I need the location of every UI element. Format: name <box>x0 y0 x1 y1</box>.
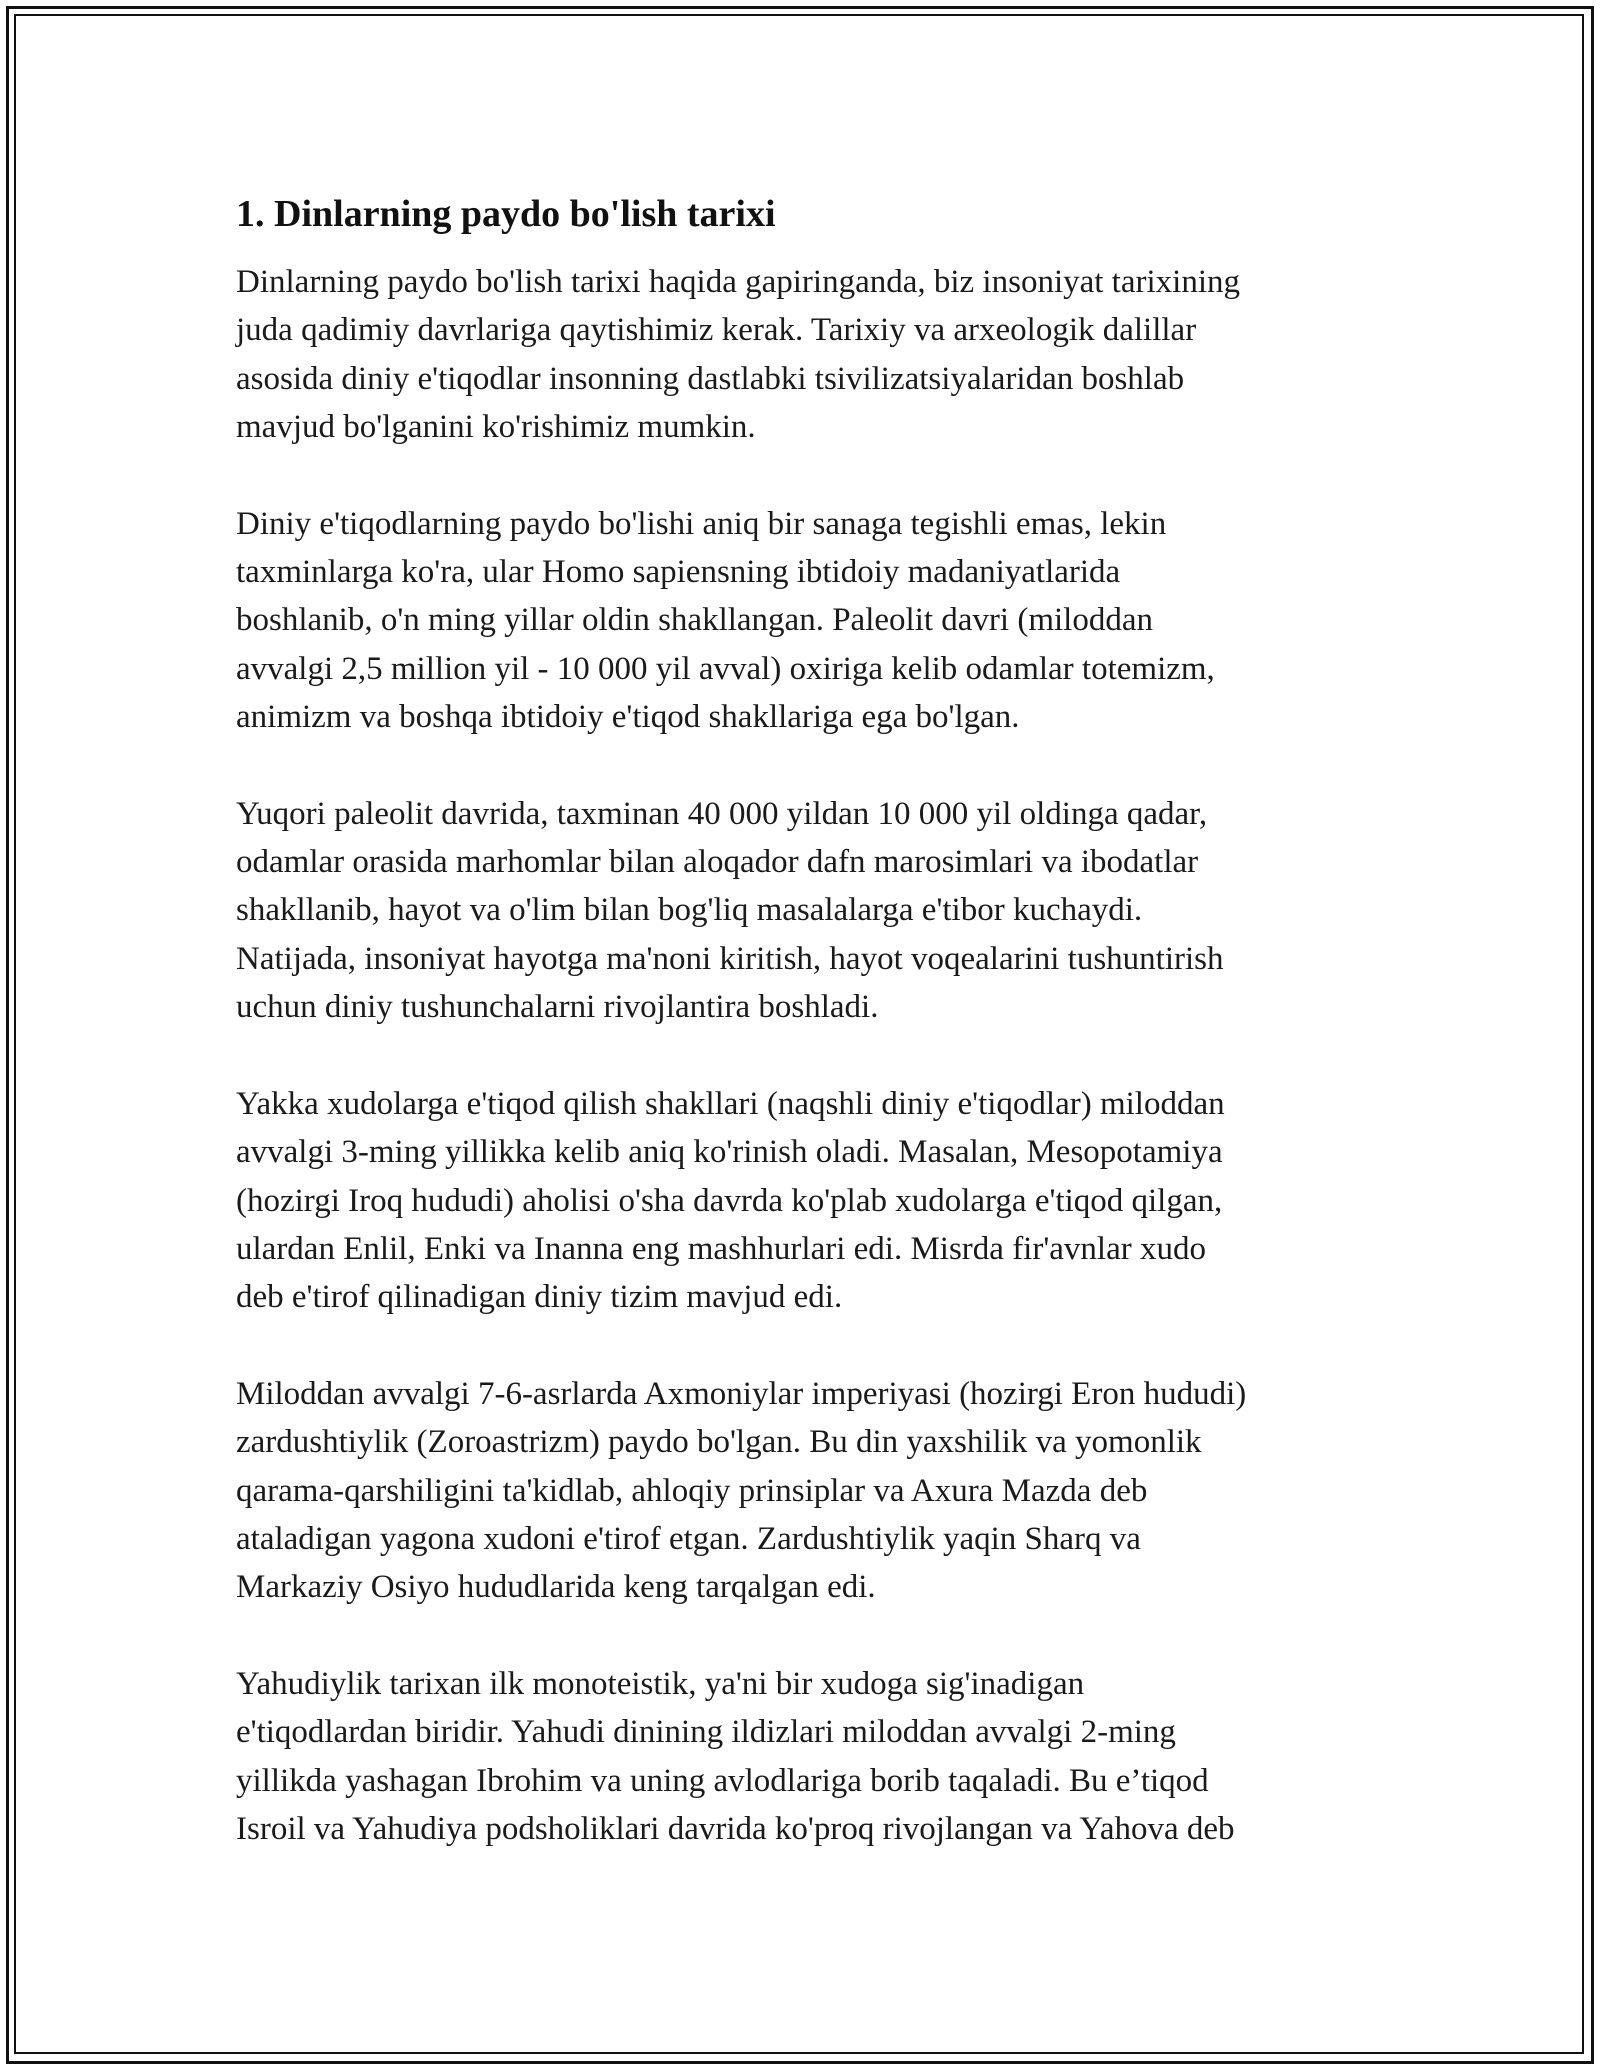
paragraph-line: deb e'tirof qilinadigan diniy tizim mavjud edi. <box>236 1279 843 1316</box>
paragraph-1 <box>236 258 1386 452</box>
document-body <box>236 186 1386 1901</box>
paragraph-line: Diniy e'tiqodlarning paydo bo'lishi aniq bir sanaga tegishli emas, lekin <box>236 505 1167 542</box>
paragraph-line: Dinlarning paydo bo'lish tarixi haqida gapiringanda, biz insoniyat tarixining <box>236 264 1240 300</box>
paragraph-line: Yahudiylik tarixan ilk monoteistik, ya'ni bir xudoga sig'inadigan <box>236 1665 1085 1702</box>
paragraph-line: mavjud bo'lganini ko'rishimiz mumkin. <box>236 409 756 446</box>
paragraph-line: avvalgi 3-ming yillikka kelib aniq ko'rinish oladi. Masalan, Mesopotamiya <box>236 1134 1223 1171</box>
paragraph-2 <box>236 500 1386 742</box>
paragraph-line: e'tiqodlardan biridir. Yahudi dinining ildizlari miloddan avvalgi 2-ming <box>236 1714 1176 1751</box>
paragraph-line: Isroil va Yahudiya podsholiklari davrida ko'proq rivojlangan va Yahova deb <box>236 1810 1235 1847</box>
paragraph-line: ulardan Enlil, Enki va Inanna eng mashhurlari edi. Misrda fir'avnlar xudo <box>236 1230 1206 1267</box>
paragraph-line: boshlanib, o'n ming yillar oldin shakllangan. Paleolit davri (miloddan <box>236 602 1153 639</box>
paragraph-line: animizm va boshqa ibtidoiy e'tiqod shakllariga ega bo'lgan. <box>236 699 1020 736</box>
paragraph-line: Yakka xudolarga e'tiqod qilish shakllari (naqshli diniy e'tiqodlar) miloddan <box>236 1085 1225 1122</box>
paragraph-line: asosida diniy e'tiqodlar insonning dastlabki tsivilizatsiyalaridan boshlab <box>236 360 1185 397</box>
paragraph-line: taxminlarga ko'ra, ular Homo sapiensning ibtidoiy madaniyatlarida <box>236 554 1121 591</box>
paragraph-line: (hozirgi Iroq hududi) aholisi o'sha davrda ko'plab xudolarga e'tiqod qilgan, <box>236 1182 1223 1219</box>
paragraph-line: ataladigan yagona xudoni e'tirof etgan. Zardushtiylik yaqin Sharq va <box>236 1520 1141 1557</box>
paragraph-6 <box>236 1660 1386 1854</box>
paragraph-line: uchun diniy tushunchalarni rivojlantira boshladi. <box>236 989 879 1026</box>
paragraph-5 <box>236 1370 1386 1612</box>
paragraph-line: Markaziy Osiyo hududlarida keng tarqalgan edi. <box>236 1569 876 1606</box>
paragraph-line: yillikda yashagan Ibrohim va uning avlodlariga borib taqaladi. Bu e’tiqod <box>236 1762 1209 1799</box>
paragraph-line: juda qadimiy davrlariga qaytishimiz kerak. Tarixiy va arxeologik dalillar <box>236 312 1197 349</box>
paragraph-line: Yuqori paleolit davrida, taxminan 40 000 yildan 10 000 yil oldinga qadar, <box>236 795 1208 832</box>
paragraph-4 <box>236 1080 1386 1322</box>
paragraph-line: Natijada, insoniyat hayotga ma'noni kiritish, hayot voqealarini tushuntirish <box>236 940 1224 977</box>
paragraph-line: Miloddan avvalgi 7-6-asrlarda Axmoniylar imperiyasi (hozirgi Eron hududi) <box>236 1375 1247 1412</box>
paragraph-line: shakllanib, hayot va o'lim bilan bog'liq masalalarga e'tibor kuchaydi. <box>236 892 1143 929</box>
section-heading: 1. Dinlarning paydo bo'lish tarixi <box>236 193 776 235</box>
paragraph-line: avvalgi 2,5 million yil - 10 000 yil avval) oxiriga kelib odamlar totemizm, <box>236 650 1215 687</box>
paragraph-line: zardushtiylik (Zoroastrizm) paydo bo'lgan. Bu din yaxshilik va yomonlik <box>236 1424 1202 1461</box>
paragraph-3 <box>236 790 1386 1032</box>
paragraph-line: qarama-qarshiligini ta'kidlab, ahloqiy prinsiplar va Axura Mazda deb <box>236 1472 1148 1509</box>
paragraph-line: odamlar orasida marhomlar bilan aloqador dafn marosimlari va ibodatlar <box>236 844 1199 881</box>
